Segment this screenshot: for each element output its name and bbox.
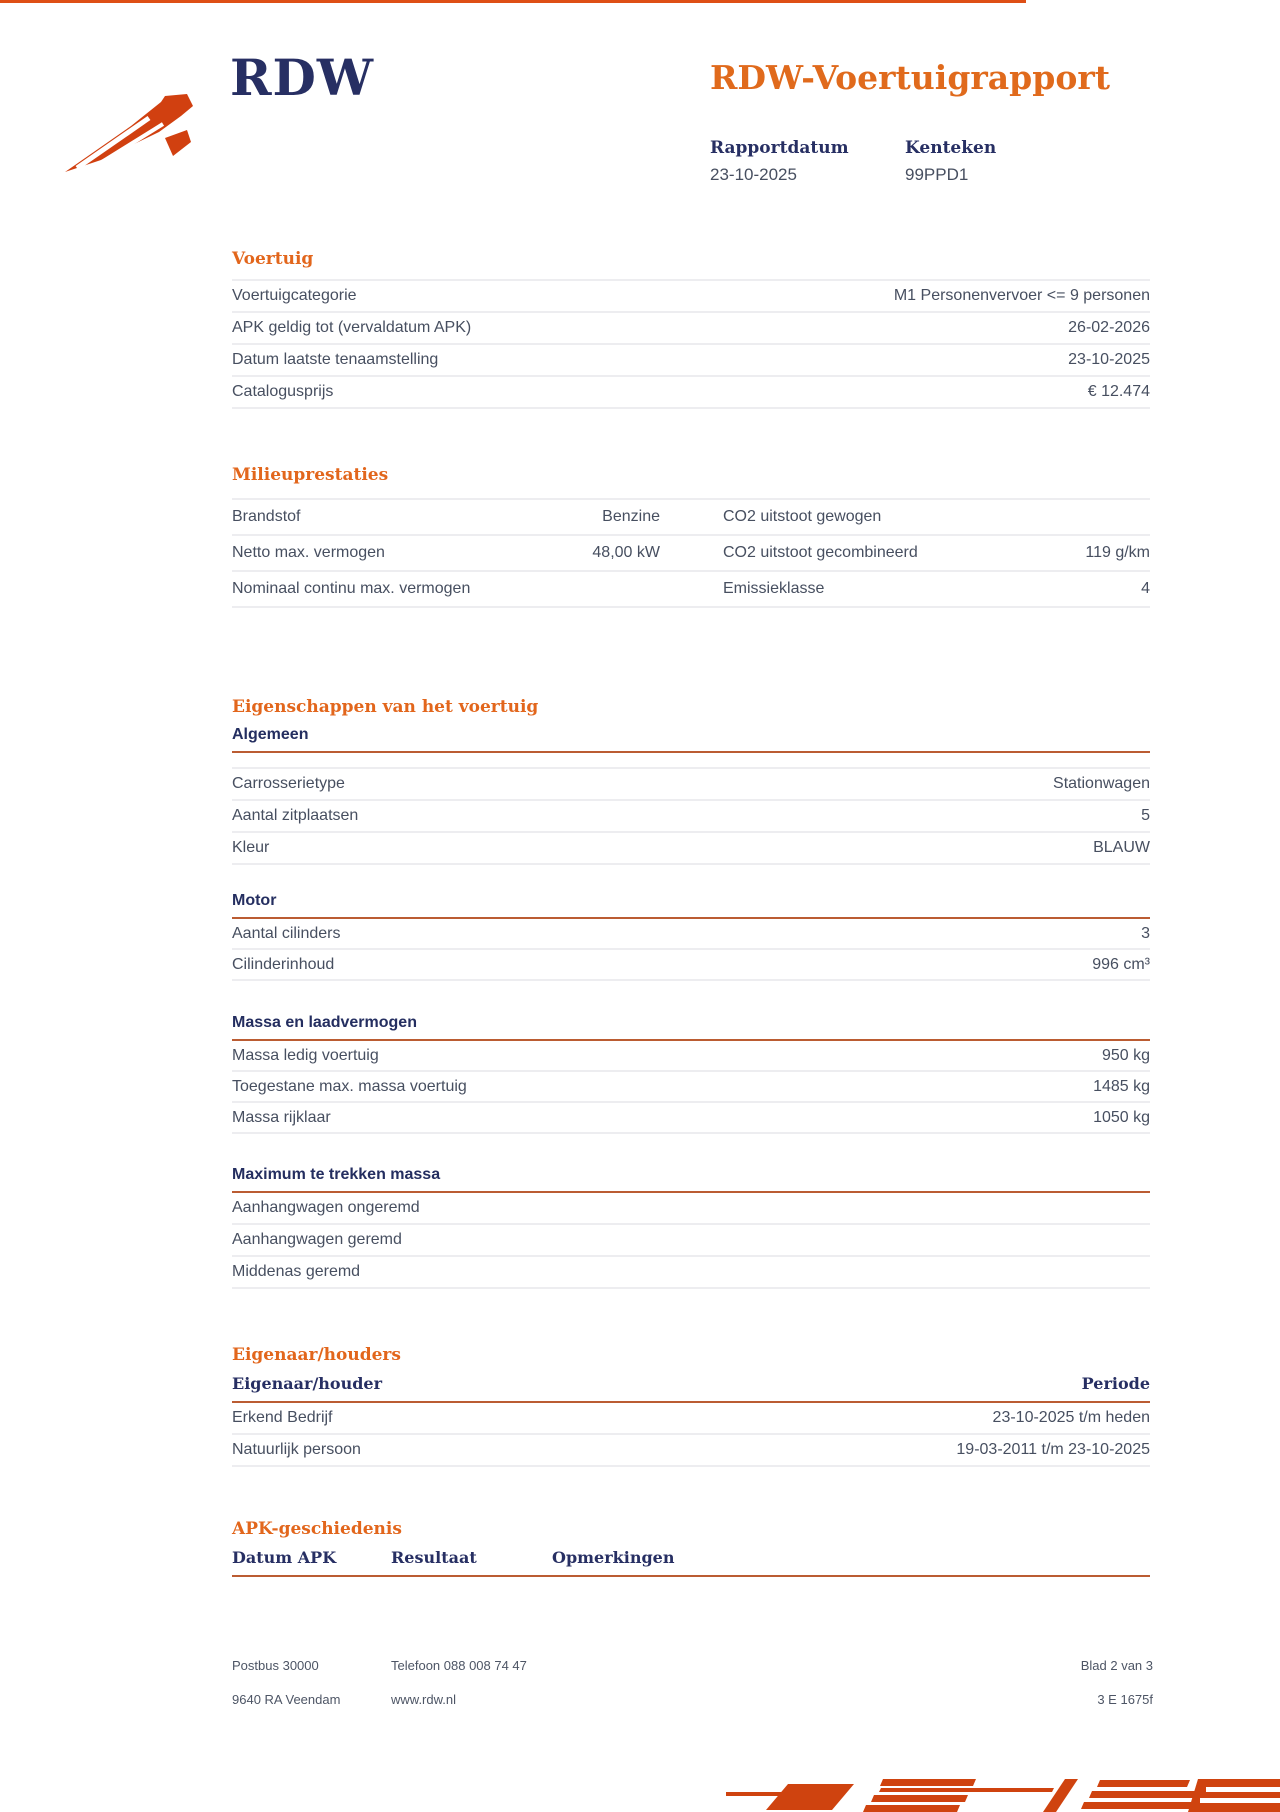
apk-column-headers xyxy=(232,1548,1150,1577)
table-row xyxy=(232,313,1150,345)
rdw-stripes-graphic xyxy=(718,1779,1280,1812)
row-label: Middenas geremd xyxy=(232,1263,361,1280)
table-row xyxy=(232,281,1150,313)
row-value-left: Benzine xyxy=(602,508,660,525)
algemeen-rows xyxy=(232,767,1150,865)
report-meta xyxy=(710,138,996,185)
row-value: Stationwagen xyxy=(1053,775,1150,792)
row-value: 3 xyxy=(1141,924,1150,942)
column-header-opmerkingen: Opmerkingen xyxy=(552,1548,675,1567)
section-apk-geschiedenis xyxy=(232,1518,1150,1577)
footer-website: www.rdw.nl xyxy=(391,1692,457,1707)
row-label: Natuurlijk persoon xyxy=(232,1441,361,1458)
rdw-logo-text: RDW xyxy=(230,48,375,107)
subsection-title: Massa en laadvermogen xyxy=(232,1014,1150,1041)
subsection-title: Motor xyxy=(232,892,1150,919)
top-orange-strip xyxy=(0,0,1026,3)
table-row xyxy=(232,377,1150,409)
row-label: Toegestane max. massa voertuig xyxy=(232,1077,467,1095)
table-row xyxy=(232,1041,1150,1072)
page-title: RDW-Voertuigrapport xyxy=(710,58,1110,97)
row-label: Aanhangwagen geremd xyxy=(232,1231,402,1248)
row-label: APK geldig tot (vervaldatum APK) xyxy=(232,319,472,336)
row-value: 1050 kg xyxy=(1093,1108,1150,1126)
row-label: Erkend Bedrijf xyxy=(232,1409,333,1426)
row-value-right: 119 g/km xyxy=(1085,544,1150,561)
row-label: Massa ledig voertuig xyxy=(232,1046,379,1064)
column-header-datum-apk: Datum APK xyxy=(232,1548,337,1567)
row-label-left: Nominaal continu max. vermogen xyxy=(232,580,471,597)
table-row xyxy=(232,500,1150,536)
section-eigenaar-houders xyxy=(232,1344,1150,1467)
rdw-wing-logo-icon xyxy=(60,92,200,183)
section-title-voertuig: Voertuig xyxy=(232,249,314,269)
section-title-milieuprestaties: Milieuprestaties xyxy=(232,465,389,485)
row-label: Aanhangwagen ongeremd xyxy=(232,1199,420,1216)
row-label: Cilinderinhoud xyxy=(232,955,335,973)
row-value: 1485 kg xyxy=(1093,1077,1150,1095)
kenteken-value: 99PPD1 xyxy=(905,165,969,184)
footer-address-line2: 9640 RA Veendam xyxy=(232,1692,341,1707)
column-header-periode: Periode xyxy=(1081,1374,1150,1393)
row-value: 996 cm³ xyxy=(1092,955,1150,973)
table-row xyxy=(232,833,1150,865)
eigenaar-column-headers xyxy=(232,1374,1150,1403)
footer-address-line1: Postbus 30000 xyxy=(232,1658,319,1673)
row-label-right: CO2 uitstoot gecombineerd xyxy=(723,544,918,561)
row-value: 23-10-2025 t/m heden xyxy=(992,1409,1150,1426)
row-value-left: 48,00 kW xyxy=(592,544,660,561)
page-footer xyxy=(232,1658,1153,1707)
section-title-apk: APK-geschiedenis xyxy=(232,1519,402,1539)
row-value: BLAUW xyxy=(1093,839,1150,856)
table-row xyxy=(232,345,1150,377)
row-value: € 12.474 xyxy=(1087,383,1150,400)
row-label: Kleur xyxy=(232,839,270,856)
row-value: 19-03-2011 t/m 23-10-2025 xyxy=(956,1441,1150,1458)
row-value: M1 Personenvervoer <= 9 personen xyxy=(893,287,1150,304)
row-value: 26-02-2026 xyxy=(1068,319,1150,336)
table-row xyxy=(232,1435,1150,1467)
table-row xyxy=(232,1072,1150,1103)
table-row xyxy=(232,1193,1150,1225)
column-header-resultaat: Resultaat xyxy=(391,1548,477,1567)
table-row xyxy=(232,1103,1150,1134)
row-label-left: Netto max. vermogen xyxy=(232,544,385,561)
report-date-value: 23-10-2025 xyxy=(710,165,797,184)
table-row xyxy=(232,572,1150,608)
motor-rows xyxy=(232,919,1150,981)
row-label-left: Brandstof xyxy=(232,508,301,525)
massa-rows xyxy=(232,1041,1150,1134)
row-value-right: 4 xyxy=(1141,580,1150,597)
table-row xyxy=(232,1403,1150,1435)
column-header-eigenaar: Eigenaar/houder xyxy=(232,1374,383,1393)
table-row xyxy=(232,950,1150,981)
row-value: 5 xyxy=(1141,807,1150,824)
subsection-algemeen xyxy=(232,726,1150,865)
eigenaar-rows xyxy=(232,1403,1150,1467)
row-label: Voertuigcategorie xyxy=(232,287,357,304)
subsection-motor xyxy=(232,892,1150,981)
subsection-title: Algemeen xyxy=(232,726,1150,753)
report-date-label: Rapportdatum xyxy=(710,138,849,158)
row-label: Aantal zitplaatsen xyxy=(232,807,359,824)
maxtrek-rows xyxy=(232,1193,1150,1289)
subsection-massa xyxy=(232,1014,1150,1134)
voertuig-rows xyxy=(232,279,1150,409)
section-milieuprestaties xyxy=(232,464,1150,608)
row-label: Carrosserietype xyxy=(232,775,345,792)
section-voertuig xyxy=(232,248,1150,409)
section-eigenschappen xyxy=(232,696,1150,718)
kenteken-label: Kenteken xyxy=(905,138,997,158)
milieu-rows xyxy=(232,498,1150,608)
subsection-maximum-trekken-massa xyxy=(232,1166,1150,1289)
table-row xyxy=(232,536,1150,572)
section-title-eigenschappen: Eigenschappen van het voertuig xyxy=(232,697,539,717)
table-row xyxy=(232,1257,1150,1289)
table-row xyxy=(232,801,1150,833)
subsection-title: Maximum te trekken massa xyxy=(232,1166,1150,1193)
row-label: Catalogusprijs xyxy=(232,383,334,400)
footer-phone: Telefoon 088 008 74 47 xyxy=(391,1658,527,1673)
section-title-eigenaar: Eigenaar/houders xyxy=(232,1345,401,1365)
row-label: Datum laatste tenaamstelling xyxy=(232,351,439,368)
table-row xyxy=(232,919,1150,950)
row-label: Massa rijklaar xyxy=(232,1108,331,1126)
footer-page-number: Blad 2 van 3 xyxy=(1080,1658,1153,1673)
row-value: 23-10-2025 xyxy=(1068,351,1150,368)
row-value: 950 kg xyxy=(1101,1046,1150,1064)
table-row xyxy=(232,769,1150,801)
row-label: Aantal cilinders xyxy=(232,924,341,942)
row-label-right: CO2 uitstoot gewogen xyxy=(723,508,882,525)
row-label-right: Emissieklasse xyxy=(723,580,825,597)
table-row xyxy=(232,1225,1150,1257)
footer-form-code: 3 E 1675f xyxy=(1097,1692,1153,1707)
